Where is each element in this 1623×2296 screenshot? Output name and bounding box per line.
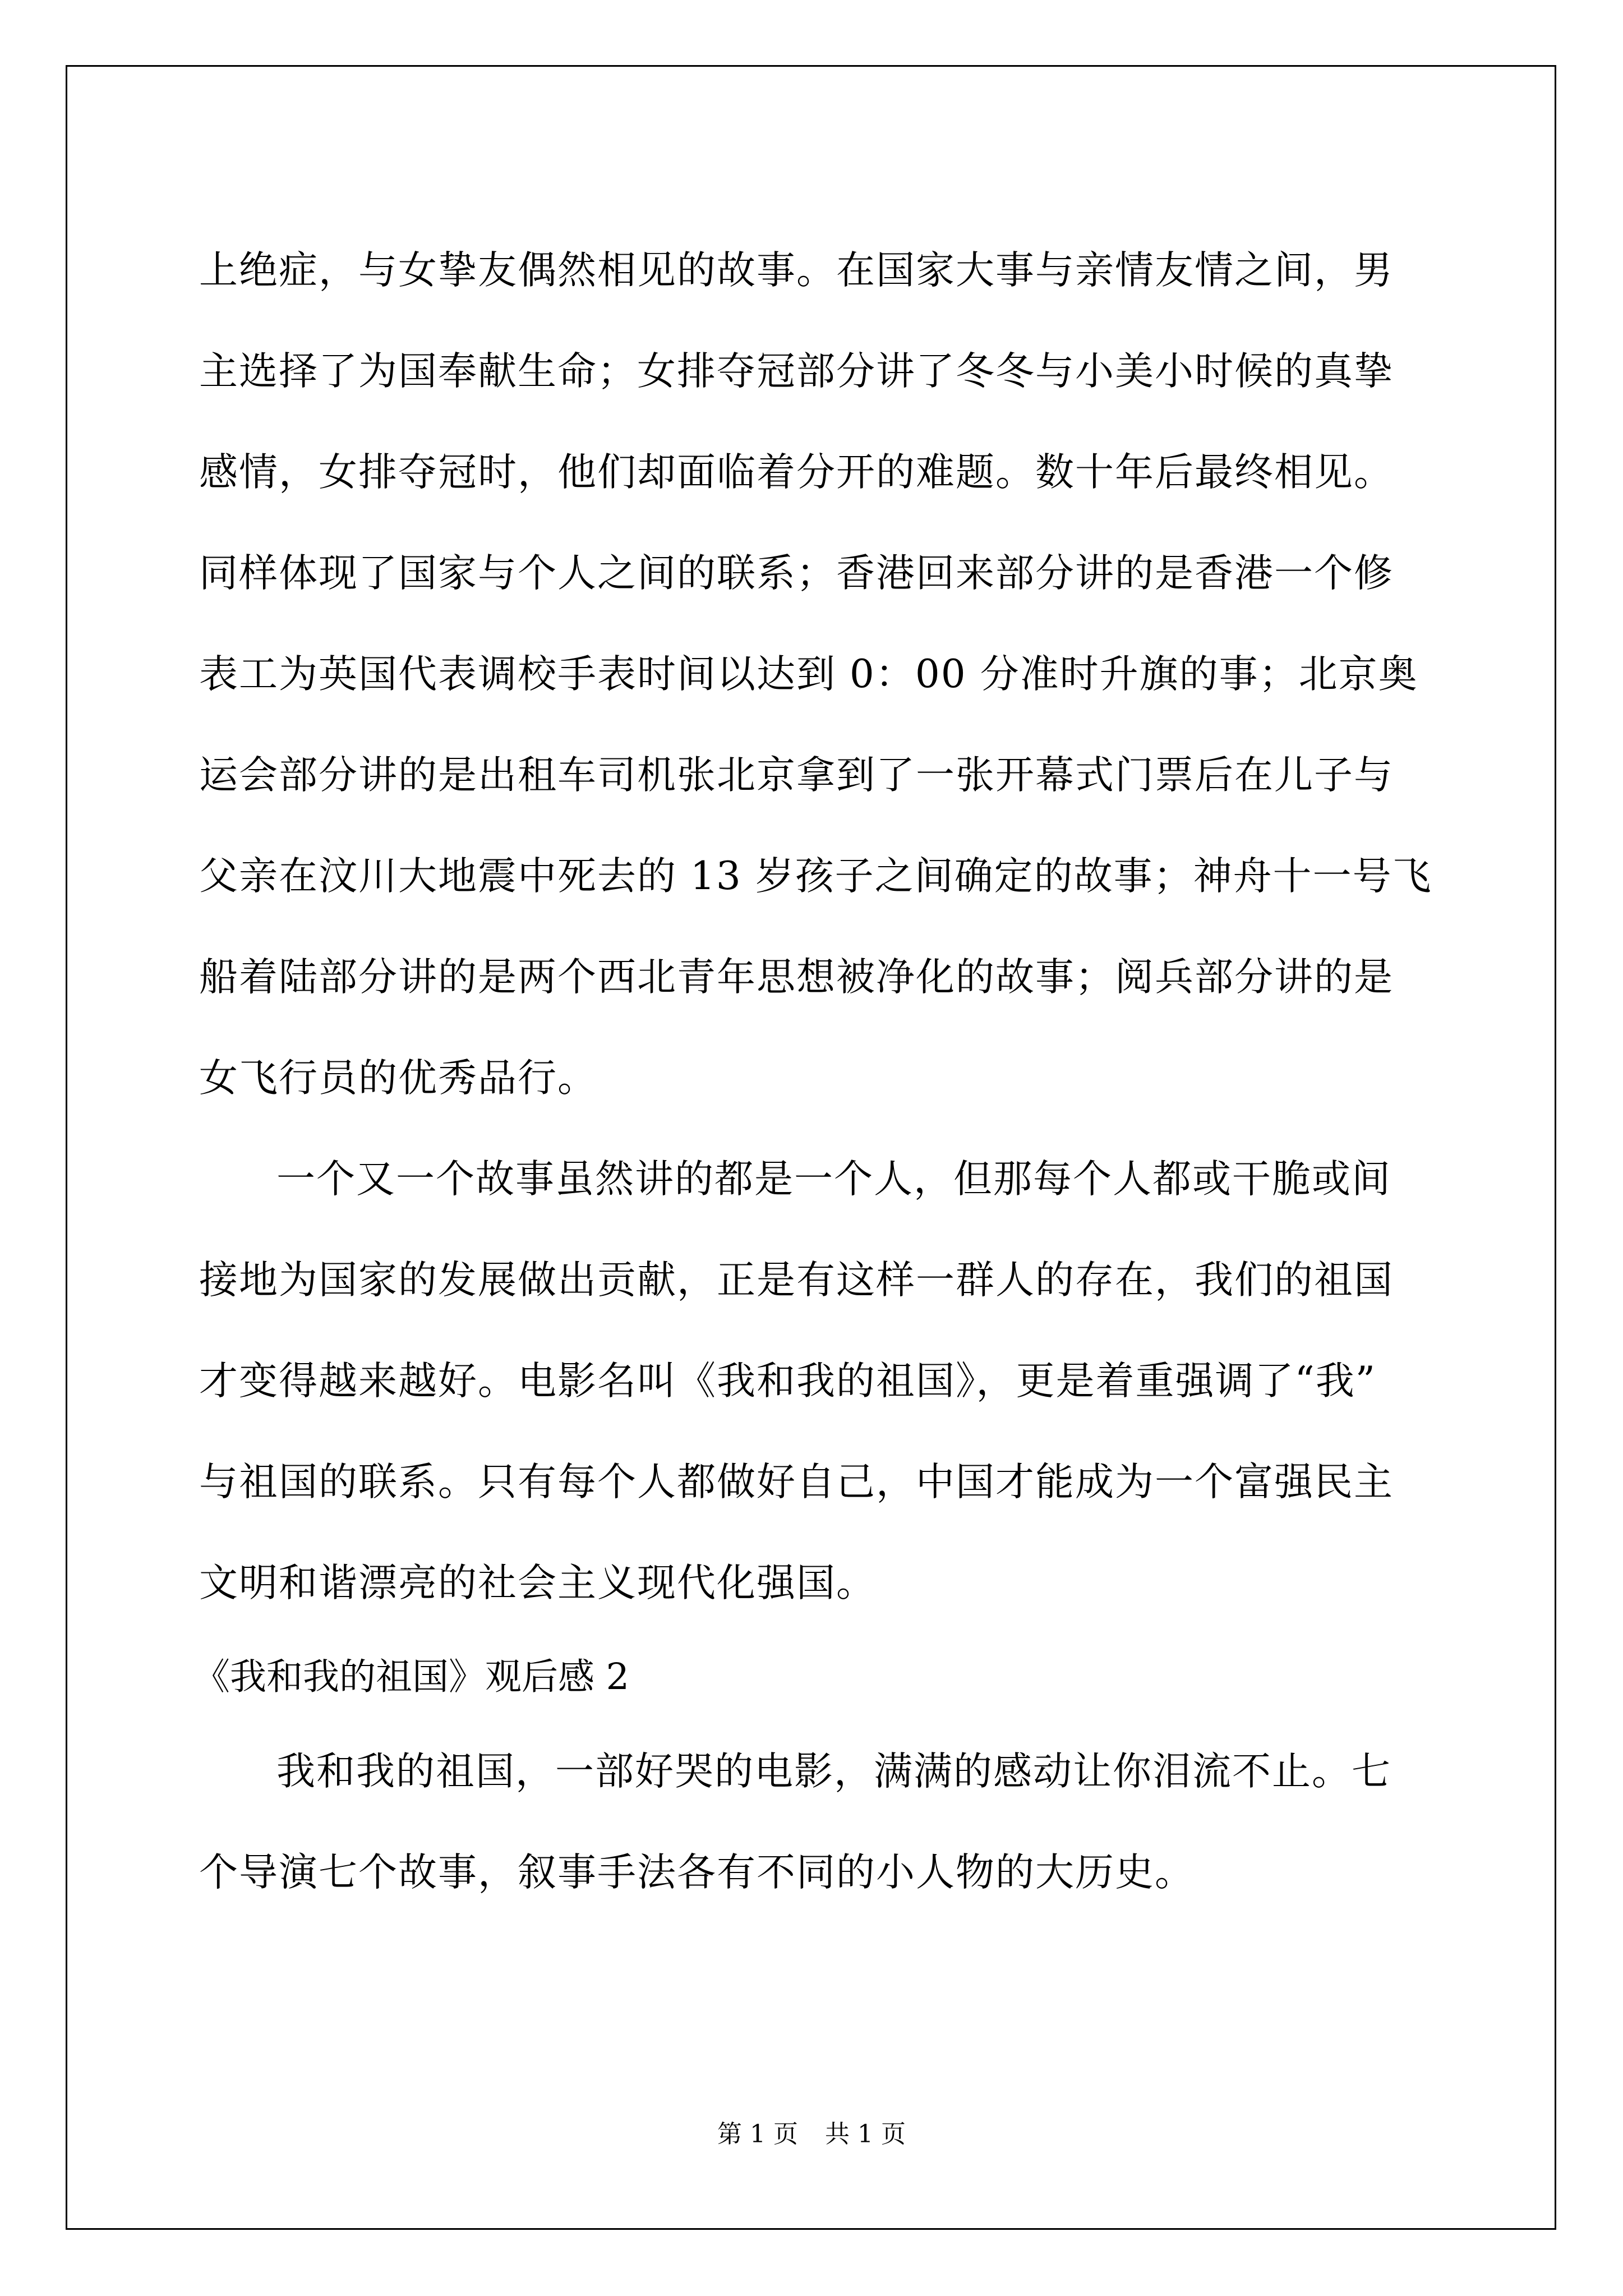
paragraph-line: 我和我的祖国，一部好哭的电影，满满的感动让你泪流不止。七	[276, 1749, 1391, 1794]
paragraph-line: 感情，女排夺冠时，他们却面临着分开的难题。数十年后最终相见。	[199, 450, 1394, 495]
paragraph-line: 表工为英国代表调校手表时间以达到 0：00 分准时升旗的事；北京奥	[199, 652, 1418, 697]
paragraph-line: 文明和谐漂亮的社会主义现代化强国。	[199, 1561, 876, 1605]
paragraph-line: 主选择了为国奉献生命；女排夺冠部分讲了冬冬与小美小时候的真挚	[199, 349, 1394, 394]
paragraph-line: 才变得越来越好。电影名叫《我和我的祖国》，更是着重强调了“我”	[199, 1359, 1377, 1404]
paragraph-line: 船着陆部分讲的是两个西北青年思想被净化的故事；阅兵部分讲的是	[199, 955, 1394, 1000]
paragraph-line: 女飞行员的优秀品行。	[199, 1056, 597, 1101]
paragraph-line: 同样体现了国家与个人之间的联系；香港回来部分讲的是香港一个修	[199, 551, 1394, 596]
page-footer	[0, 2118, 1623, 2151]
paragraph-line: 运会部分讲的是出租车司机张北京拿到了一张开幕式门票后在儿子与	[199, 753, 1394, 798]
paragraph-line: 上绝症，与女挚友偶然相见的故事。在国家大事与亲情友情之间，男	[199, 248, 1394, 293]
page-number: 第 1 页	[717, 2120, 798, 2148]
paragraph-line: 一个又一个故事虽然讲的都是一个人，但那每个人都或干脆或间	[276, 1157, 1391, 1202]
document-body	[193, 220, 1432, 1923]
paragraph-line: 个导演七个故事，叙事手法各有不同的小人物的大历史。	[199, 1850, 1195, 1895]
page-total: 共 1 页	[825, 2120, 906, 2148]
paragraph-line: 与祖国的联系。只有每个人都做好自己，中国才能成为一个富强民主	[199, 1460, 1394, 1504]
paragraph-line: 父亲在汶川大地震中死去的 13 岁孩子之间确定的故事；神舟十一号飞	[199, 854, 1432, 899]
section-title: 《我和我的祖国》观后感 2	[193, 1656, 630, 1698]
paragraph-line: 接地为国家的发展做出贡献，正是有这样一群人的存在，我们的祖国	[199, 1258, 1394, 1303]
